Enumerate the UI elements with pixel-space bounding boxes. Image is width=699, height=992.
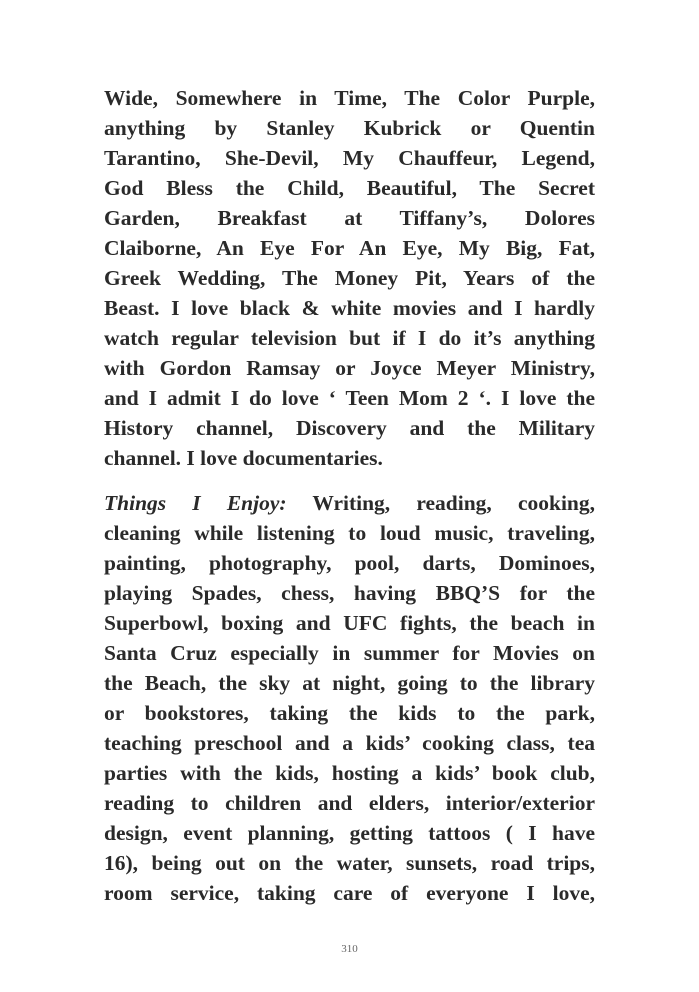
- text-line: watch regular television but if I do it’s anything: [104, 326, 595, 350]
- text-line: God Bless the Child, Beautiful, The Secret: [104, 176, 595, 200]
- text-line: Tarantino, She-Devil, My Chauffeur, Legend,: [104, 146, 595, 170]
- text-line: Garden, Breakfast at Tiffany’s, Dolores: [104, 206, 595, 230]
- text-line: parties with the kids, hosting a kids’ book club,: [104, 761, 595, 785]
- text-line: design, event planning, getting tattoos ( I have: [104, 821, 595, 845]
- text-line: cleaning while listening to loud music, traveling,: [104, 521, 595, 545]
- page-number: 310: [341, 943, 358, 955]
- text-line: or bookstores, taking the kids to the park,: [104, 701, 595, 725]
- first-line-text: Writing, reading, cooking,: [312, 491, 595, 515]
- text-line: Greek Wedding, The Money Pit, Years of the: [104, 266, 595, 290]
- text-line: anything by Stanley Kubrick or Quentin: [104, 116, 595, 140]
- paragraph-things-i-enjoy: [104, 488, 595, 908]
- text-line: Beast. I love black & white movies and I hardly: [104, 296, 595, 320]
- text-line: teaching preschool and a kids’ cooking class, tea: [104, 731, 595, 755]
- text-line: Claiborne, An Eye For An Eye, My Big, Fat,: [104, 236, 595, 260]
- text-line: painting, photography, pool, darts, Dominoes,: [104, 551, 595, 575]
- text-line: reading to children and elders, interior/exterior: [104, 791, 595, 815]
- text-line: and I admit I do love ‘ Teen Mom 2 ‘. I love the: [104, 386, 595, 410]
- text-line: channel. I love documentaries.: [104, 446, 383, 470]
- text-line: 16), being out on the water, sunsets, road trips,: [104, 851, 595, 875]
- text-line: room service, taking care of everyone I love,: [104, 881, 595, 905]
- text-line: Wide, Somewhere in Time, The Color Purple,: [104, 86, 595, 110]
- text-line-first: [104, 488, 595, 518]
- text-line: playing Spades, chess, having BBQ’S for the: [104, 581, 595, 605]
- paragraph-favorite-movies: [104, 83, 595, 473]
- text-line: History channel, Discovery and the Military: [104, 416, 595, 440]
- text-line: the Beach, the sky at night, going to the library: [104, 671, 595, 695]
- section-lead-heading: Things I Enjoy:: [104, 491, 287, 515]
- text-line: with Gordon Ramsay or Joyce Meyer Ministry,: [104, 356, 595, 380]
- text-line: Santa Cruz especially in summer for Movies on: [104, 641, 595, 665]
- text-line: Superbowl, boxing and UFC fights, the beach in: [104, 611, 595, 635]
